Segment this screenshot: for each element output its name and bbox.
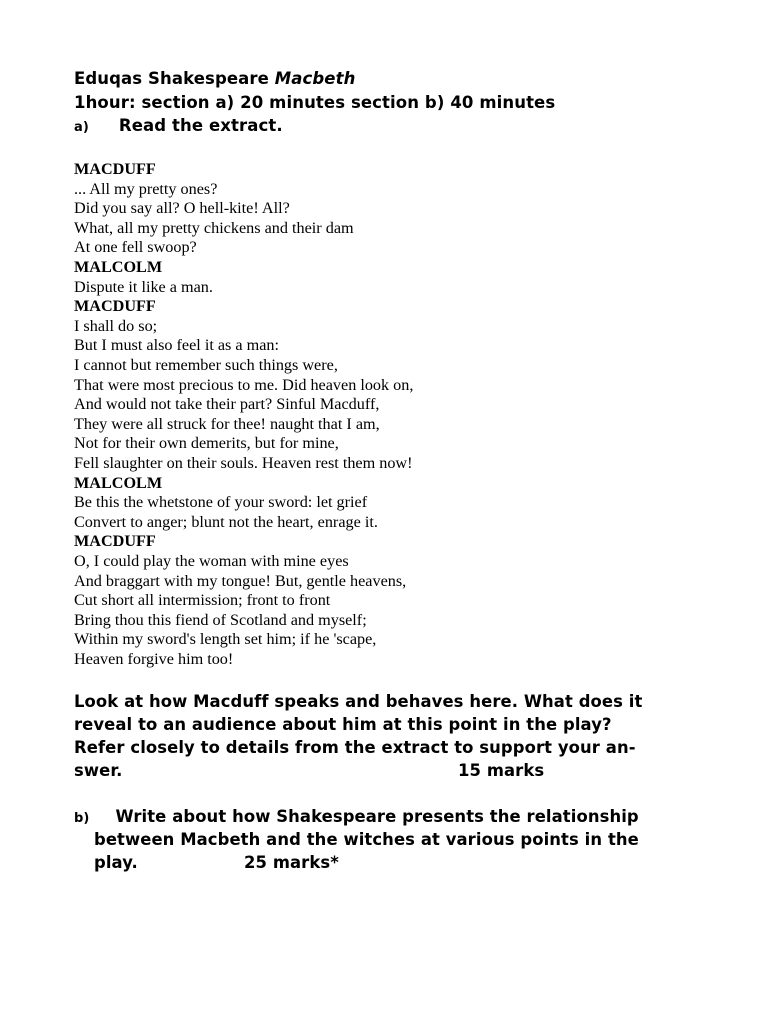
section-a-heading xyxy=(74,116,283,135)
verse-line: Heaven forgive him too! xyxy=(74,650,234,668)
question-a-line-3: Refer closely to details from the extract to support your an- xyxy=(74,738,636,757)
speaker-name: MACDUFF xyxy=(74,532,156,551)
verse-line: Be this the whetstone of your sword: let grief xyxy=(74,493,368,512)
verse-line: Not for their own demerits, but for mine, xyxy=(74,434,339,453)
section-b-marker: b) xyxy=(74,811,90,826)
page-title xyxy=(74,69,355,88)
verse-line: Bring thou this fiend of Scotland and myself; xyxy=(74,610,367,629)
question-b-text-1: Write about how Shakespeare presents the relationship xyxy=(115,807,639,826)
verse-line: Within my sword's length set him; if he 'scape, xyxy=(74,630,377,649)
speaker-name: MACDUFF xyxy=(74,160,156,178)
verse-line: Fell slaughter on their souls. Heaven rest them now! xyxy=(74,454,413,472)
speaker-name: MACDUFF xyxy=(74,297,156,316)
verse-line: I shall do so; xyxy=(74,316,158,335)
verse-line: Dispute it like a man. xyxy=(74,277,213,296)
question-b-line-3: play. xyxy=(94,853,138,872)
verse-line: At one fell swoop? xyxy=(74,238,197,257)
title-prefix: Eduqas Shakespeare xyxy=(74,69,275,88)
title-play-name: Macbeth xyxy=(274,69,356,88)
verse-line: And braggart with my tongue! But, gentle heavens, xyxy=(74,571,407,590)
question-b-line-1 xyxy=(74,807,639,826)
question-a-line-2: reveal to an audience about him at this point in the play? xyxy=(74,715,612,734)
verse-line: ... All my pretty ones? xyxy=(74,179,218,198)
speaker-name: MALCOLM xyxy=(74,473,163,492)
verse-line: I cannot but remember such things were, xyxy=(74,356,338,374)
verse-line: But I must also feel it as a man: xyxy=(74,336,279,355)
speaker-name: MALCOLM xyxy=(74,258,163,276)
verse-line: Did you say all? O hell-kite! All? xyxy=(74,199,290,218)
verse-line: Convert to anger; blunt not the heart, enrage it. xyxy=(74,512,378,531)
question-a-line-1: Look at how Macduff speaks and behaves here. What does it xyxy=(74,692,643,711)
question-b-line-2: between Macbeth and the witches at various points in the xyxy=(94,830,639,849)
verse-line: And would not take their part? Sinful Macduff, xyxy=(74,395,380,414)
question-a-marks: 15 marks xyxy=(458,761,545,780)
question-b-marks: 25 marks* xyxy=(244,853,339,872)
timing-line: 1hour: section a) 20 minutes section b) 40 minutes xyxy=(74,93,556,112)
verse-line: That were most precious to me. Did heaven look on, xyxy=(74,375,414,394)
section-a-instruction: Read the extract. xyxy=(118,116,283,135)
verse-line: What, all my pretty chickens and their dam xyxy=(74,218,354,237)
verse-line: Cut short all intermission; front to front xyxy=(74,591,331,610)
question-a-line-4: swer. xyxy=(74,761,123,780)
verse-line: They were all struck for thee! naught that I am, xyxy=(74,414,380,433)
verse-line: O, I could play the woman with mine eyes xyxy=(74,552,349,570)
section-a-marker: a) xyxy=(74,120,89,135)
